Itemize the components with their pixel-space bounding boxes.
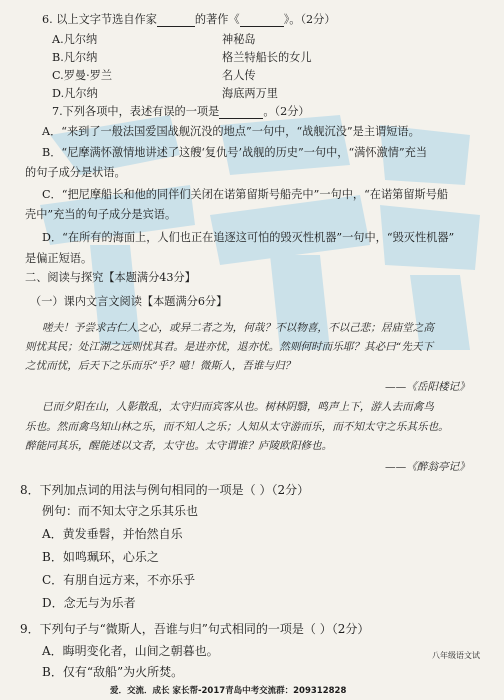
section-heading: 二、阅读与探究【本题满分43分】 [25,271,196,284]
q7-option-b-cont: 的句子成分是状语。 [25,166,126,179]
q7-option-d: D．“在所有的海面上，人们也正在追逐这可怕的毁灭性机器”一句中，“毁灭性机器” [42,231,455,244]
subsection-heading: （一）课内文言文阅读【本题满分6分】 [30,295,228,308]
q6-option-work: 名人传 [222,69,256,82]
q7-stem-pre: 7.下列各项中，表述有误的一项是 [52,105,220,118]
q6-option-key: A. [52,33,64,46]
q7-option-d-cont: 是偏正短语。 [25,252,93,265]
q6-option-b [52,51,312,65]
q9-stem: 9．下列句子与“微斯人，吾谁与归”句式相同的一项是（ ）（2分） [20,622,370,636]
q7-option-a: A．“来到了一般法国爱国战舰沉没的地点”一句中，“战舰沉没”是主谓短语。 [42,125,420,138]
q6-option-author: 罗曼·罗兰 [63,69,113,82]
q9-option-a: A．晦明变化者，山间之朝暮也。 [42,644,219,658]
passage1-line: 之忧而忧，后天下之乐而乐”乎？噫！微斯人，吾谁与归？ [25,360,296,372]
q8-stem: 8．下列加点词的用法与例句相同的一项是（ ）（2分） [20,483,310,497]
q8-example: 例句：而不知太守之乐其乐也 [42,504,199,518]
q7-stem-post: 。（2分） [263,105,310,118]
q6-option-a [52,33,256,47]
q8-option-d: D．念无与为乐者 [42,596,136,610]
q7-option-c: C．“把尼摩船长和他的同伴们关闭在诺第留斯号船壳中”一句中，“在诺第留斯号船 [42,188,449,201]
q6-blank-author [157,15,195,27]
passage2-line: 已而夕阳在山，人影散乱，太守归而宾客从也。树林阴翳，鸣声上下，游人去而禽鸟 [42,401,434,413]
q6-option-author: 凡尔纳 [63,51,98,64]
q6-option-c [52,69,256,83]
q7-option-c-cont: 壳中”充当的句子成分是宾语。 [25,208,177,221]
q6-stem-pre: 6. 以上文字节选自作家 [42,13,157,26]
q7-blank [219,107,263,119]
q9-option-b: B．仅有“敌船”为火所焚。 [42,665,184,679]
q6-option-author: 凡尔纳 [64,87,98,100]
passage1-line: 嗟夫！予尝求古仁人之心，或异二者之为，何哉？不以物喜，不以己悲；居庙堂之高 [42,322,434,334]
passage1-line: 则忧其民；处江湖之远则忧其君。是进亦忧，退亦忧。然则何时而乐耶？其必曰“先天下 [25,341,433,353]
q6-stem-mid: 的著作《 [194,13,240,26]
q8-option-b: B．如鸣珮环，心乐之 [42,550,159,564]
q7-option-b: B．“尼摩满怀激情地讲述了这艘‘复仇号’战舰的历史”一句中，“满怀激情”充当 [42,146,428,159]
page-footer: 爱．交流．成长 家长帮-2017青岛中考交流群：209312828 [110,686,347,696]
q6-blank-work [240,15,284,27]
page-corner-label: 八年级语文试 [432,651,480,660]
q6-option-work: 格兰特船长的女儿 [222,51,312,64]
q8-option-c: C．有朋自远方来，不亦乐乎 [42,573,196,587]
q6-option-author: 凡尔纳 [63,33,98,46]
q6-option-work: 神秘岛 [222,33,256,46]
q6-option-work: 海底两万里 [222,87,278,100]
q6-stem [42,13,336,27]
q6-stem-post: 》。（2分） [283,13,336,26]
q6-option-d [52,87,278,101]
q6-option-key: B. [52,51,64,64]
passage2-line: 乐也。然而禽鸟知山林之乐，而不知人之乐；人知从太守游而乐，而不知太守之乐其乐也。 [25,421,449,433]
q8-option-a: A．黄发垂髫，并怡然自乐 [42,527,183,541]
passage2-line: 醉能同其乐，醒能述以文者，太守也。太守谓谁？庐陵欧阳修也。 [25,440,333,452]
passage1-source: ——《岳阳楼记》 [385,381,470,393]
q7-stem [52,105,310,119]
q6-option-key: D. [52,87,65,100]
q6-option-key: C. [52,69,64,82]
passage2-source: ——《醉翁亭记》 [385,461,470,473]
